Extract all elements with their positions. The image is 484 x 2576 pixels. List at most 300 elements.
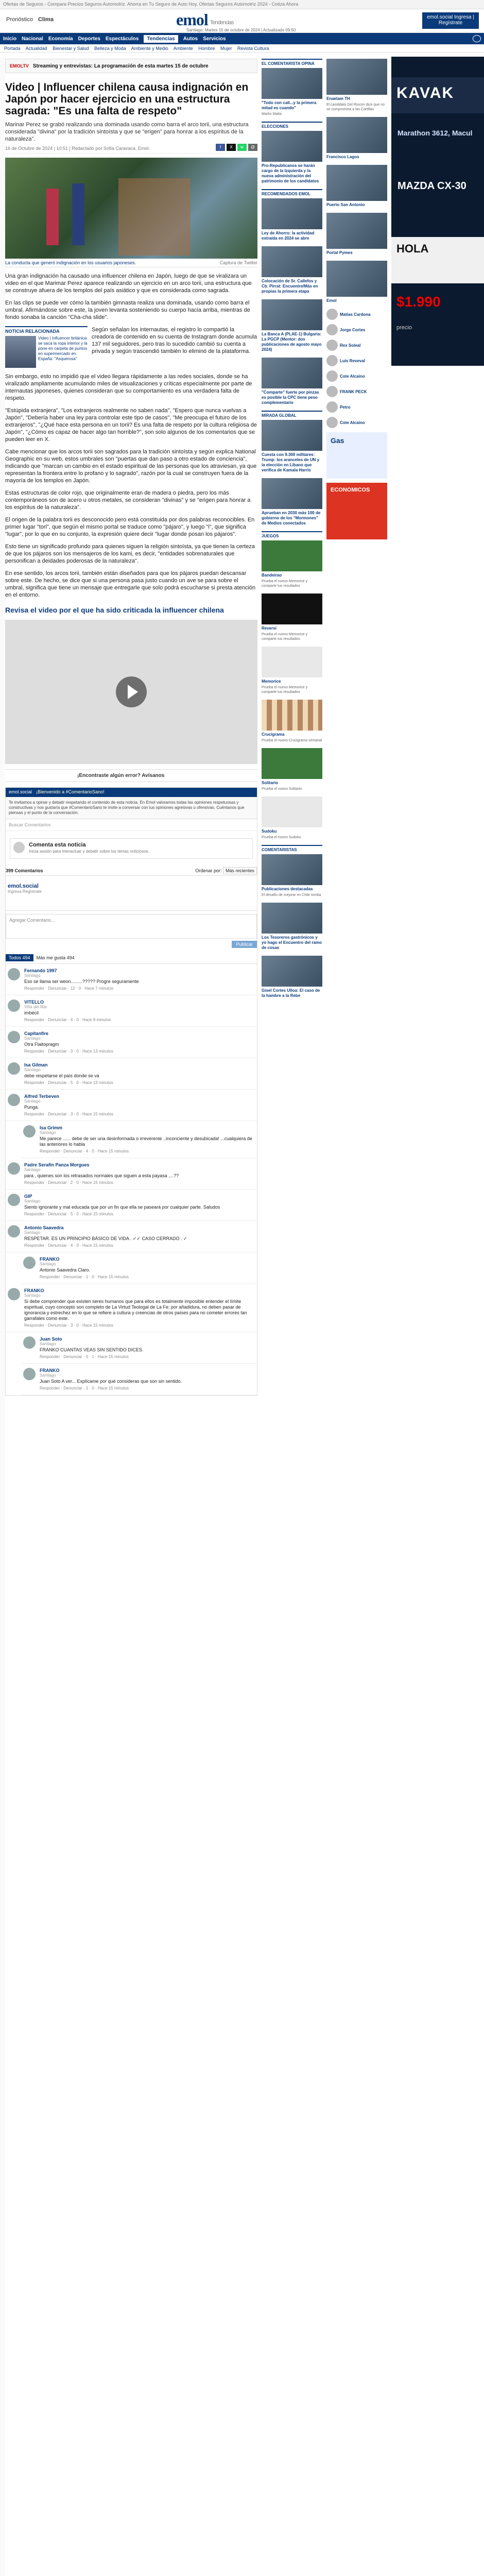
sidebar-thumbnail[interactable] (262, 68, 322, 99)
commenter-name[interactable]: Rex Soleal (340, 343, 361, 348)
order-select[interactable]: Más recientes (223, 867, 257, 874)
nav-item-tendencias[interactable]: Tendencias (144, 35, 178, 43)
comment-location: Santiago (40, 1262, 56, 1266)
sidebar-block[interactable] (326, 165, 387, 208)
comment-location: Santiago (40, 1130, 56, 1135)
avatar[interactable] (8, 999, 20, 1012)
sidebar-sub: Martin Matta (262, 112, 282, 116)
comment-actions[interactable]: Responder · Denunciar · 3 · 0 · Hace 15 minutos (24, 1112, 113, 1116)
avatar[interactable] (8, 1162, 20, 1175)
comment-body (24, 1288, 255, 1328)
comment-location: Santiago (24, 1230, 41, 1235)
comment-item (21, 1364, 257, 1395)
sidebar-block[interactable] (262, 122, 322, 184)
comment-item (6, 964, 257, 995)
commenter-name[interactable]: Matías Cardona (340, 312, 371, 317)
order-label: Ordenar por: (195, 868, 222, 873)
sidebar-thumbnail[interactable] (262, 299, 322, 330)
torii-arch (118, 178, 191, 256)
commenter-item[interactable] (326, 417, 387, 428)
sidebar-sub: El candidato Del Rincón dice que no se comprometa a las Cartillas (326, 103, 385, 111)
sidebar-block[interactable] (262, 796, 322, 840)
related-news (5, 326, 257, 368)
filter-all-count: 494 (22, 955, 30, 960)
subnav-item[interactable]: Belleza y Moda (94, 46, 126, 51)
comment-author[interactable]: Padre Serafin Panza Morgues (24, 1162, 90, 1167)
mail-icon[interactable]: @ (248, 144, 257, 151)
avatar[interactable] (8, 1031, 20, 1043)
sidebar-sub: Prueba el nuevo Solitario (262, 787, 302, 791)
avatar[interactable] (8, 1288, 20, 1300)
commenter-item[interactable] (326, 370, 387, 382)
comment-body (24, 1225, 255, 1248)
sidebar-sub: Prueba el nuevo Memorice y comparte tus resultados (262, 580, 308, 588)
sidebar-block[interactable] (262, 411, 322, 473)
related-thumbnail[interactable] (5, 336, 36, 368)
comment-author[interactable]: Isa Grimm (40, 1125, 63, 1130)
comment-author[interactable]: Capitanfire (24, 1031, 49, 1036)
comment-body (40, 1368, 255, 1391)
comments-list (6, 964, 257, 1395)
comment-text: debe respetarse el país donde se va (24, 1073, 99, 1078)
comment-actions[interactable]: Responder · Denunciar · 4 · 0 · Hace 15 minutos (24, 1243, 113, 1248)
subnav-item[interactable]: Bienestar y Salud (53, 46, 89, 51)
sidebar-block[interactable] (262, 358, 322, 405)
avatar (326, 309, 338, 320)
nav-item-autos[interactable]: Autos (183, 36, 198, 42)
game-thumbnail[interactable] (262, 594, 322, 624)
sidebar-heading: RECOMENDADOS EMOL (262, 189, 322, 196)
ad-hola: HOLA (391, 237, 484, 283)
sidebar-link[interactable]: Pro-Republicanos se harán cargo de la Izquierda y la nueva administración del patrimonio de los candidatos (262, 163, 319, 183)
sidebar-thumbnail[interactable] (262, 420, 322, 451)
filter-more-likes[interactable] (37, 955, 75, 960)
avatar[interactable] (8, 1094, 20, 1106)
comment-body (24, 1162, 255, 1185)
image-caption (5, 259, 257, 267)
date-line: Santiago: Martes 15 de octubre de 2024 | Actualizado 09:50 (186, 28, 296, 32)
avatar[interactable] (23, 1125, 36, 1138)
comment-body (40, 1125, 255, 1154)
right-ad-banner[interactable] (391, 57, 484, 366)
sidebar-link[interactable]: Aprueban en 2030 más 100 de gobierno de los "Mormones" de Medios conectados (262, 511, 321, 526)
article-lead: Marinar Perez se grabó realizando una dominada usando como barra el arco torii, una estructura considerada "divina" por la tradición sintoísta y que se "erigen" para honrar a los espíritus de la naturaleza". (5, 122, 249, 142)
commenter-item[interactable] (326, 401, 387, 413)
sidebar-block[interactable] (326, 213, 387, 256)
comment-author[interactable]: VITELLO (24, 999, 44, 1005)
comment-author[interactable]: FRANKO (40, 1257, 60, 1262)
comment-text: Punga. (24, 1105, 39, 1110)
sidebar-sub: Prueba el nuevo Memorice y comparte tus resultados (262, 633, 308, 641)
sidebar-left (262, 59, 322, 1004)
comment-actions[interactable]: Responder · Denunciar · 1 · 0 · Hace 15 minutos (40, 1275, 129, 1279)
publish-button[interactable]: Publicar (232, 941, 257, 948)
sidebar-block[interactable] (262, 189, 322, 241)
sidebar-thumbnail[interactable] (326, 165, 387, 201)
comment-body (24, 1062, 255, 1085)
commenter-name[interactable]: FRANK PECK (340, 389, 367, 394)
comments-search-input[interactable]: Buscar Comentarios (6, 819, 257, 831)
avatar[interactable] (8, 968, 20, 980)
comment-location: Viña del Mar (24, 1005, 47, 1009)
sidebar-link[interactable]: Colocación de Sr. Callefos y Cb. Pirrat: Encuentre/Más en propias la primera etapa (262, 279, 318, 294)
comment-text: Otra Flaitopragm (24, 1042, 59, 1047)
sidebar-link[interactable]: Crucigrama (262, 732, 285, 737)
avatar (326, 370, 338, 382)
commenter-name[interactable]: Luis Reveval (340, 358, 365, 363)
person-figure (72, 183, 84, 245)
whatsapp-icon[interactable]: w (237, 144, 247, 151)
left-gutter (0, 57, 5, 2576)
comment-author[interactable]: GIP (24, 1194, 32, 1199)
sidebar-block[interactable] (326, 117, 387, 160)
sidebar-link[interactable]: Emol (326, 298, 337, 303)
share-bar (216, 144, 257, 151)
social-brand: emol.social (9, 789, 32, 794)
sidebar-block[interactable] (262, 748, 322, 791)
game-thumbnail[interactable] (262, 647, 322, 677)
comments-filter (6, 952, 257, 964)
sidebar-block[interactable] (262, 903, 322, 951)
article-byline: 16 de Octubre de 2024 | 10:51 | Redactado por Sofía Caravaca, Emol. (5, 146, 150, 151)
report-error-link[interactable]: ¡Encontraste algún error? Avísanos (5, 769, 257, 782)
sidebar-sub: Prueba el nuevo Memorice y comparte tus resultados (262, 686, 308, 694)
filter-all-label: Todos (9, 955, 22, 960)
logo-text: emol (176, 10, 208, 29)
comments-header (6, 788, 257, 797)
sidebar-heading: COMENTARISTAS (262, 845, 322, 852)
subnav-item[interactable]: Ambiente (173, 46, 193, 51)
comment-item (6, 1284, 257, 1332)
person-figure (46, 189, 59, 245)
comment-author[interactable]: Juan Soto (40, 1336, 62, 1342)
sidebar-thumbnail[interactable] (326, 261, 387, 297)
sidebar-link[interactable]: Los Tesoreros gastrónicos y yo hago el Encuentro del ramo de cosas (262, 935, 322, 950)
comment-item (21, 1332, 257, 1364)
sidebar-block[interactable] (262, 956, 322, 998)
login-brand: emol.social (8, 883, 39, 889)
comment-author[interactable]: Fernando 1997 (24, 968, 57, 973)
facebook-icon[interactable]: f (216, 144, 225, 151)
main-nav (0, 33, 484, 44)
related-link[interactable]: Video | Influencer británica se saca la ropa interior y la pone en carpeta de puntos en supermercado en España: "Asquerosa" (38, 336, 88, 361)
subnav-item[interactable]: Revista Cultura (237, 46, 269, 51)
sidebar-thumbnail[interactable] (262, 358, 322, 388)
sidebar-block[interactable] (326, 261, 387, 303)
comment-actions[interactable]: Responder · Denunciar · 3 · 0 · Hace 15 minutos (24, 1323, 113, 1328)
ad-price: $1.990 (396, 294, 441, 310)
sidebar-thumbnail[interactable] (262, 131, 322, 162)
sidebar-thumbnail[interactable] (262, 198, 322, 229)
cta-subtitle: Inicia sesión para interactuar y debatir sobre los temas noticiosos. (29, 849, 149, 854)
comment-text: Eso se llama ser weon.........????? Progre seguramente (24, 979, 139, 984)
comment-text: para , quienes son los retrasados normales que siguen a esta payasa ....?? (24, 1173, 179, 1178)
avatar (326, 355, 338, 366)
comment-actions[interactable]: Responder · Denunciar · 3 · 0 · Hace 13 minutos (24, 1049, 113, 1054)
comment-author[interactable]: Alfred Terbeven (24, 1094, 59, 1099)
play-icon[interactable] (116, 676, 147, 707)
login-links[interactable]: Ingresa Regístrate (8, 889, 42, 894)
sidebar-thumbnail[interactable] (326, 213, 387, 249)
avatar[interactable] (8, 1225, 20, 1238)
article-paragraph: Una gran indignación ha causado una influencer chilena en Japón, luego de que se viralizara un video en el que Marimar Perez aparece realizando un ejercicio en un arco torii, una estructura que se construye afuera de los templos del país asiático y que es considerada como sagrada. (5, 273, 252, 294)
comment-actions[interactable]: Responder · Denunciar · 1 · 0 · Hace 15 minutos (40, 1386, 129, 1391)
comment-actions[interactable]: Responder · Denunciar · 4 · 0 · Hace 8 minutos (24, 1018, 111, 1022)
sidebar-heading: EL COMENTARISTA OPINA (262, 59, 322, 66)
sidebar-heading: JUEGOS (262, 531, 322, 538)
subnav-item[interactable]: Actualidad (25, 46, 47, 51)
sidebar-sub: Prueba el nuevo Crucigrama semanal (262, 739, 322, 742)
comments-count: 399 Comentarios (6, 868, 43, 873)
comment-location: Santiago (24, 1067, 41, 1072)
comment-actions[interactable]: Responder · Denunciar · 0 · 1 · Hace 15 minutos (40, 1354, 129, 1359)
comment-location: Santiago (40, 1373, 56, 1378)
comment-text: Si debe comprender que existen seres humanos que para ellos es totalmente imposible entender el límite espiritual, cuyo concepto son completo de La Virtud Teologal de La Fe; por añadidura, no deben pasar de ignorancia y estrechez en lo que se refiere a cultura y creencias de otros países para no cometer errores tan garrafales como este. (24, 1299, 247, 1321)
avatar (326, 324, 338, 335)
sidebar-link[interactable]: Gisel Cortes Ulloa: El caso de la hambre a la Rebe (262, 988, 320, 998)
sidebar-link[interactable]: Puerto San Antonio (326, 202, 365, 207)
comment-item (6, 1190, 257, 1221)
weather-temp: Clima (38, 16, 54, 23)
article-meta (5, 146, 257, 154)
game-thumbnail[interactable] (262, 748, 322, 779)
sidebar-link[interactable]: Francisco Lagos (326, 155, 359, 159)
sidebar-block[interactable] (326, 59, 387, 112)
comment-item (6, 995, 257, 1027)
comment-author[interactable]: Antonio Saavedra (24, 1225, 64, 1230)
sidebar-link[interactable]: La Banca A (PLAE-1) Bulgaria: La PGCP (Mentor: dos publicaciones de agosto mayo 2024) (262, 332, 322, 352)
comment-author[interactable]: Isa Gilman (24, 1062, 48, 1067)
comment-author[interactable]: FRANKO (40, 1368, 60, 1373)
comment-location: Santiago (24, 1199, 41, 1204)
site-logo[interactable] (176, 10, 233, 29)
comment-item (21, 1252, 257, 1284)
avatar (326, 386, 338, 397)
subnav-item[interactable]: Portada (4, 46, 21, 51)
comment-text: Juan Soto A ver... Explícame por qué consideras que son sin sentido. (40, 1379, 182, 1384)
comment-location: Santiago (24, 1167, 41, 1172)
weather-city: Pronóstico (6, 16, 33, 23)
avatar[interactable] (8, 1194, 20, 1206)
social-login-button[interactable]: emol.social Ingresa | Regístrate (422, 12, 479, 29)
article-paragraph: En las clips se puede ver cómo la también gimnasta realiza una dominada, usando como barra el umbral. Afirmándose sobre este, la joven levanta sosteniendo su cuerpo hacia arriba, mientras de fondo sonaba la canción "Cha-cha slide". (5, 300, 250, 320)
sidebar-link[interactable]: Ley de Ahorro: la actividad extraída en 2024 se abre (262, 231, 315, 241)
sidebar-thumbnail[interactable] (262, 854, 322, 885)
sidebar-sub: El desafío de mejorar en Chile tomba (262, 893, 321, 897)
caption-source: Captura de Twitter (219, 260, 257, 265)
avatar[interactable] (8, 1062, 20, 1075)
top-ad-strip[interactable]: Ofertas de Seguros - Compara Precios Seguros Automotriz. Ahorra en Tu Seguro de Auto Hoy. Ofertas Seguros Automotriz 2024 - Cotiza Ahora (0, 0, 484, 9)
embedded-video[interactable] (5, 620, 257, 764)
comment-body (24, 999, 255, 1022)
sidebar-thumbnail[interactable] (262, 903, 322, 934)
sidebar-thumbnail[interactable] (262, 246, 322, 277)
sidebar-block[interactable] (262, 531, 322, 588)
comment-text: Antonio Saavedra Claro. (40, 1267, 91, 1273)
ad-marathon: Marathon 3612, Macul (397, 129, 473, 137)
comment-body (24, 1094, 255, 1116)
emoltv-tag: EMOLTV (10, 63, 29, 69)
sidebar-link[interactable]: Enaelam TH (326, 96, 350, 101)
sidebar-link[interactable]: Publicaciones destacadas (262, 887, 313, 891)
comment-textarea[interactable]: Agregar Comentario... (6, 914, 257, 939)
sidebar-link[interactable]: Reversi (262, 626, 276, 631)
publish-row (6, 941, 257, 948)
ad-gas[interactable]: Gas (326, 432, 387, 479)
commenter-name[interactable]: Jorge Cortes (340, 327, 366, 332)
subnav-item[interactable]: Hombre (198, 46, 215, 51)
commenter-name[interactable]: Cote Alcaino (340, 374, 365, 379)
sidebar-link[interactable]: "Todo con cali...y la primera mitad es cuando" (262, 100, 317, 110)
sidebar-block[interactable] (262, 647, 322, 694)
sidebar-link[interactable]: Sudoku (262, 829, 277, 834)
sidebar-block[interactable] (262, 700, 322, 743)
commenter-item[interactable] (326, 355, 387, 366)
commenter-item[interactable] (326, 340, 387, 351)
article-paragraph: Sin embargo, esto no impidió que el video llegara rápidamente a las redes sociales, donde se ha viralizado ampliamente acumulando miles de visualizaciones y críticas especialmente por parte de internautas japoneses, quienes consideran que su comportamiento es una verdadera falta de respeto. (5, 374, 252, 401)
site-header (0, 9, 484, 33)
comments-notice: Te invitamos a opinar y debatir respetando el contenido de esta noticia. En Emol valoramos todas las opiniones respetuosas y constructivas y nos gustaría que #ComentarioSano te invite a conversar con tus opiniones agresivas u ofensivas. Cuéntanos que piensas y el punto de la conversación. (6, 797, 257, 819)
comment-item (6, 1058, 257, 1090)
article-paragraph: "Estúpida extranjera", "Los extranjeros realmente no saben nada", "Espero que nunca vuelvas a Japón", "Debería haber una ley para controlar este tipo de casos", "Me preocupa el futuro de los extranjeros", "¿Qué hace esta persona en un torii? Es una falta de respeto por la cultura religiosa de Japón", "¿Cómo es capaz de hacer algo tan horrible?", son solo algunos de los comentarios que se pueden leer en X. (5, 408, 257, 443)
related-heading: NOTICIA RELACIONADA (5, 329, 60, 334)
comment-location: Santiago (24, 1036, 41, 1041)
comment-text: imbécil (24, 1010, 39, 1015)
comment-location: Santiago (24, 1099, 41, 1104)
comment-location: Santiago (40, 1342, 56, 1346)
sidebar-block[interactable] (262, 478, 322, 526)
article-title: Video | Influencer chilena causa indignación en Japón por hacer ejercicio en una estructura sagrada: "Es una falta de respeto" (5, 81, 249, 117)
commenter-item[interactable] (326, 324, 387, 335)
sidebar-sub: Prueba el nuevo Sudoku (262, 836, 301, 839)
comment-actions[interactable]: Responder · Denunciar · 5 · 0 · Hace 15 minutos (24, 1212, 113, 1216)
comment-item (6, 1158, 257, 1190)
avatar[interactable] (23, 1368, 36, 1380)
sidebar-thumbnail[interactable] (262, 478, 322, 509)
article-paragraph: Cabe mencionar que los arcos torii son sagrados para la tradición sintoísta y según explica National Geographic en su web, estos umbrales son "puertas que dan paso a otro estado de conciencia", indicando que "marcan un cambio en el estado espiritual de las personas que los atraviesan, ya que representan la frontera entre lo profano y lo sagrado", razón por la cual se construyen fuera de la mayoría de los templos en Japón. (5, 449, 257, 484)
commenter-name[interactable]: Petro (340, 404, 351, 410)
nav-item-inicio[interactable]: Inicio (3, 36, 17, 42)
sidebar-link[interactable]: Memorice (262, 679, 281, 684)
avatar (326, 340, 338, 351)
sidebar-heading: ELECCIONES (262, 122, 322, 129)
avatar (13, 842, 25, 853)
sidebar-link[interactable]: Bandeirao (262, 573, 282, 578)
login-box (6, 881, 257, 911)
commenter-item[interactable] (326, 386, 387, 397)
comment-body (24, 968, 255, 991)
comment-text: Me parece ...... debe de ser una desinformada o irreverente ..inconciente y desubicada! ...cualquiera de las anteriores lo habla (40, 1136, 252, 1147)
nav-item-economia[interactable]: Economía (48, 36, 73, 42)
welcome-text: ¡Bienvenido a #ComentarioSano! (36, 789, 105, 794)
search-icon[interactable] (473, 35, 481, 42)
nav-item-servicios[interactable]: Servicios (203, 36, 226, 42)
comment-body (24, 1194, 255, 1216)
sidebar-link[interactable]: Solitario (262, 781, 279, 785)
comment-item (6, 1090, 257, 1121)
comment-actions[interactable]: Responder · Denunciar · 5 · 0 · Hace 13 minutos (24, 1080, 113, 1085)
game-thumbnail[interactable] (262, 540, 322, 571)
emoltv-banner[interactable] (5, 59, 257, 73)
comment-text: RESPETAR. ES UN PRINCIPIO BÁSICO DE VIDA . ✓✓ CASO CERRADO . ✓ (24, 1236, 187, 1241)
comments-count-row (6, 866, 257, 876)
avatar (326, 401, 338, 413)
caption-text: La conducta que generó indignación en los usuarios japoneses. (5, 260, 136, 265)
sidebar-right (326, 59, 387, 545)
subnav-item[interactable]: Mujer (220, 46, 232, 51)
comment-text: FRANKO CUANTAS VEAS SIN SENTIDO DICES. (40, 1347, 144, 1352)
sidebar-thumbnail[interactable] (262, 956, 322, 987)
sidebar-block[interactable] (262, 845, 322, 897)
sidebar-block[interactable] (262, 59, 322, 116)
logo-section: Tendencias (210, 20, 234, 26)
nav-item-espectaculos[interactable]: Espectáculos (105, 36, 139, 42)
comment-location: Santiago (24, 973, 41, 978)
sidebar-ad[interactable] (326, 432, 387, 539)
comment-text: Siento ignorante y mal educada que por un fin que ella se paseará por cualquier parte. Saludos (24, 1205, 220, 1210)
comment-actions[interactable]: Responder · Denunciar · 4 · 0 · Hace 15 minutos (40, 1149, 129, 1154)
article-paragraph: Según señalan los internautas, el registro lo compartió la creadora de contenido en su cuenta de Instagram donde acumula 137 mil seguidores, pero tras lo sucedido cambió su cuenta a privada y según trascendió también lo eliminó de la plataforma. (92, 327, 257, 354)
filter-all[interactable] (6, 954, 33, 961)
sidebar-link[interactable]: "Comparte" fuerte por pinzas es posible la CPC tiene peso complementario (262, 390, 319, 405)
article-paragraph: Esto tiene un significado profundo para quienes siguen la religión sintoísta, ya que tienen la certeza de que los pájaros son los mensajeros de los kami, es decir, "entidades sobrenaturales que personifican a deidades poderosas de la naturaleza". (5, 544, 255, 564)
related-box[interactable] (5, 326, 88, 368)
subnav-item[interactable]: Ambiente y Medio (131, 46, 168, 51)
filter-more-label: Más me gusta (36, 955, 66, 960)
article-image[interactable] (5, 158, 257, 259)
ad-economicos[interactable]: ECONOMICOS (326, 483, 387, 539)
avatar[interactable] (23, 1257, 36, 1269)
avatar (326, 417, 338, 428)
sidebar-thumbnail[interactable] (326, 117, 387, 153)
sub-nav (0, 44, 484, 53)
sidebar-link[interactable]: Portal Pymes (326, 250, 353, 255)
article-paragraph: El origen de la palabra torii es desconocido pero está constituida por dos palabras reconocibles. En primer lugar "tori", que según el mismo portal se traduce como "pájaro", y luego "i", que significa "lugar", por lo que en su conjunto, la expresión quiere decir "lugar donde posan los pájaros". (5, 517, 255, 537)
article-column (5, 59, 257, 1396)
sidebar-link[interactable]: Cuesta con 9.300 militares: Trump: los aranceles de UN y la elección en Libano que verifica de Kamala Harris (262, 452, 320, 472)
nav-item-deportes[interactable]: Deportes (78, 36, 100, 42)
ad-price-note: precio (396, 325, 412, 331)
game-thumbnail[interactable] (262, 796, 322, 827)
video-heading: Revisa el video por el que ha sido criticada la influencer chilena (5, 606, 224, 614)
comment-body (40, 1336, 255, 1359)
avatar[interactable] (23, 1336, 36, 1349)
comment-item (6, 1027, 257, 1058)
comment-body (24, 1031, 255, 1054)
comment-location: Santiago (24, 1293, 41, 1298)
sidebar-thumbnail[interactable] (326, 59, 387, 95)
nav-item-nacional[interactable]: Nacional (22, 36, 43, 42)
game-thumbnail[interactable] (262, 700, 322, 731)
comment-actions[interactable]: Responder · Denunciar · 12 · 0 · Hace 7 minutos (24, 986, 113, 991)
weather-widget[interactable] (6, 16, 54, 23)
commenter-item[interactable] (326, 309, 387, 320)
sidebar-block[interactable] (262, 299, 322, 352)
comment-cta[interactable] (10, 838, 253, 859)
cta-title: Comenta esta noticia (29, 842, 86, 848)
commenter-name[interactable]: Cote Alcaino (340, 420, 365, 425)
comment-item (6, 1221, 257, 1252)
comment-actions[interactable]: Responder · Denunciar · 2 · 0 · Hace 15 minutos (24, 1180, 113, 1185)
ad-brand-kavak: KAVAK (391, 77, 484, 113)
sidebar-heading: MIRADA GLOBAL (262, 411, 322, 418)
filter-more-count: 494 (66, 955, 75, 960)
comment-author[interactable]: FRANKO (24, 1288, 44, 1293)
sidebar-block[interactable] (262, 594, 322, 641)
sidebar-block[interactable] (262, 246, 322, 294)
ad-mazda: MAZDA CX-30 (397, 180, 466, 192)
x-icon[interactable]: X (227, 144, 236, 151)
